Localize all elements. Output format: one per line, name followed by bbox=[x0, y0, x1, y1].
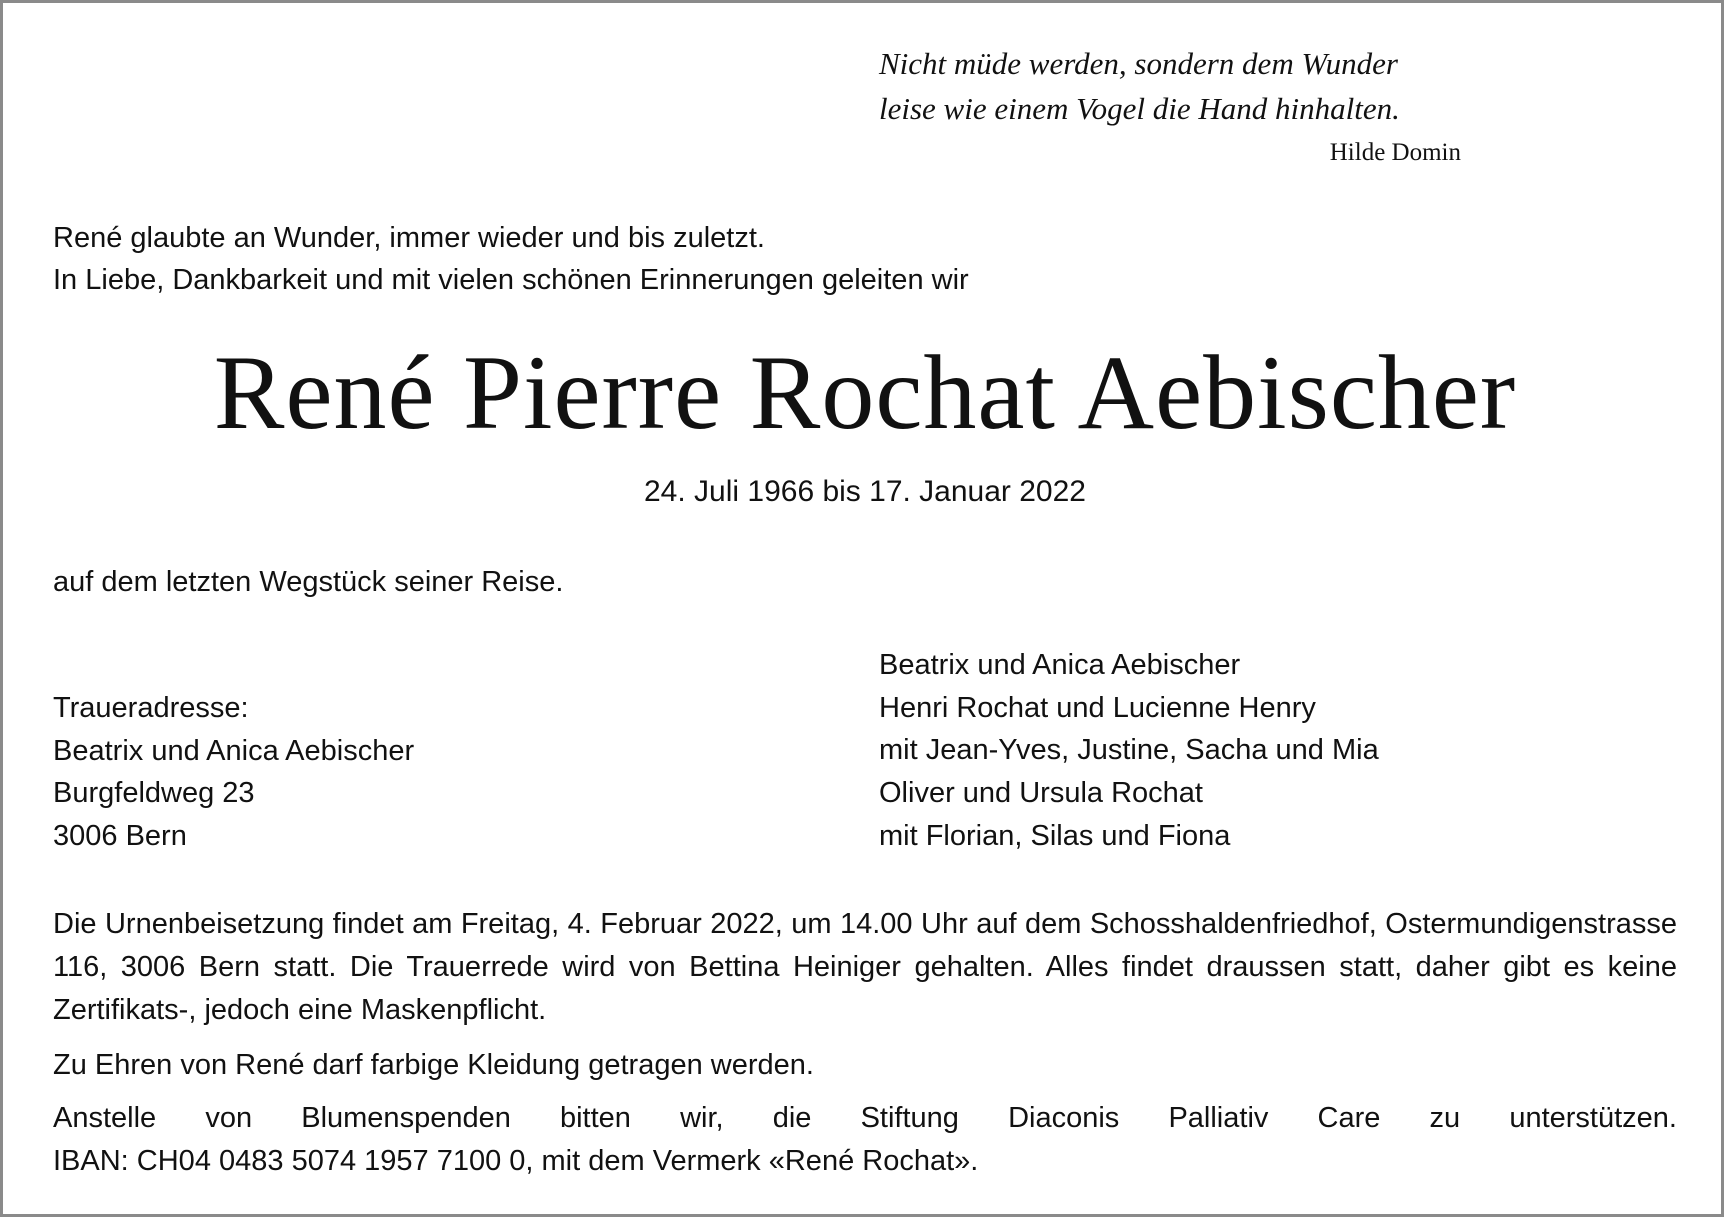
donation-notice bbox=[53, 1097, 1677, 1183]
journey-text: auf dem letzten Wegstück seiner Reise. bbox=[53, 566, 564, 598]
epigraph-line: Nicht müde werden, sondern dem Wunder bbox=[879, 46, 1398, 81]
iban-line: IBAN: CH04 0483 5074 1957 7100 0, mit dem Vermerk «René Rochat». bbox=[53, 1145, 979, 1177]
epigraph-author: Hilde Domin bbox=[1329, 139, 1461, 166]
clothing-notice: Zu Ehren von René darf farbige Kleidung getragen werden. bbox=[53, 1049, 814, 1081]
intro-text bbox=[53, 217, 1253, 301]
life-dates: 24. Juli 1966 bis 17. Januar 2022 bbox=[644, 475, 1086, 508]
address-line: Burgfeldweg 23 bbox=[53, 777, 255, 810]
epigraph-quote bbox=[879, 41, 1464, 131]
family-member-line: mit Jean-Yves, Justine, Sacha und Mia bbox=[879, 734, 1379, 767]
epigraph-line: leise wie einem Vogel die Hand hinhalten. bbox=[879, 91, 1400, 126]
address-line: 3006 Bern bbox=[53, 820, 187, 853]
address-line: Beatrix und Anica Aebischer bbox=[53, 734, 415, 767]
intro-line: René glaubte an Wunder, immer wieder und bis zuletzt. bbox=[53, 222, 765, 254]
deceased-name: René Pierre Rochat Aebischer bbox=[213, 334, 1517, 451]
intro-line: In Liebe, Dankbarkeit und mit vielen schönen Erinnerungen geleiten wir bbox=[53, 264, 969, 296]
family-list bbox=[879, 644, 1679, 858]
mourning-address bbox=[53, 687, 753, 858]
family-member-line: mit Florian, Silas und Fiona bbox=[879, 819, 1231, 852]
family-member-line: Oliver und Ursula Rochat bbox=[879, 777, 1203, 810]
burial-notice: Die Urnenbeisetzung findet am Freitag, 4. Februar 2022, um 14.00 Uhr auf dem Schosshaldenfriedhof, Ostermundigenstrasse 116, 3006 Bern statt. Die Trauerrede wird von Bettina Heiniger gehalten. Alles findet draussen statt, daher gibt es keine Zertifikats-, jedoch eine Maskenpflicht. bbox=[53, 908, 1677, 1026]
donation-line: Anstelle von Blumenspenden bitten wir, die Stiftung Diaconis Palliativ Care zu unterstützen. bbox=[53, 1102, 1677, 1134]
family-member-line: Henri Rochat und Lucienne Henry bbox=[879, 691, 1316, 724]
mourning-address-label: Traueradresse: bbox=[53, 692, 249, 724]
family-member-line: Beatrix und Anica Aebischer bbox=[879, 649, 1241, 681]
